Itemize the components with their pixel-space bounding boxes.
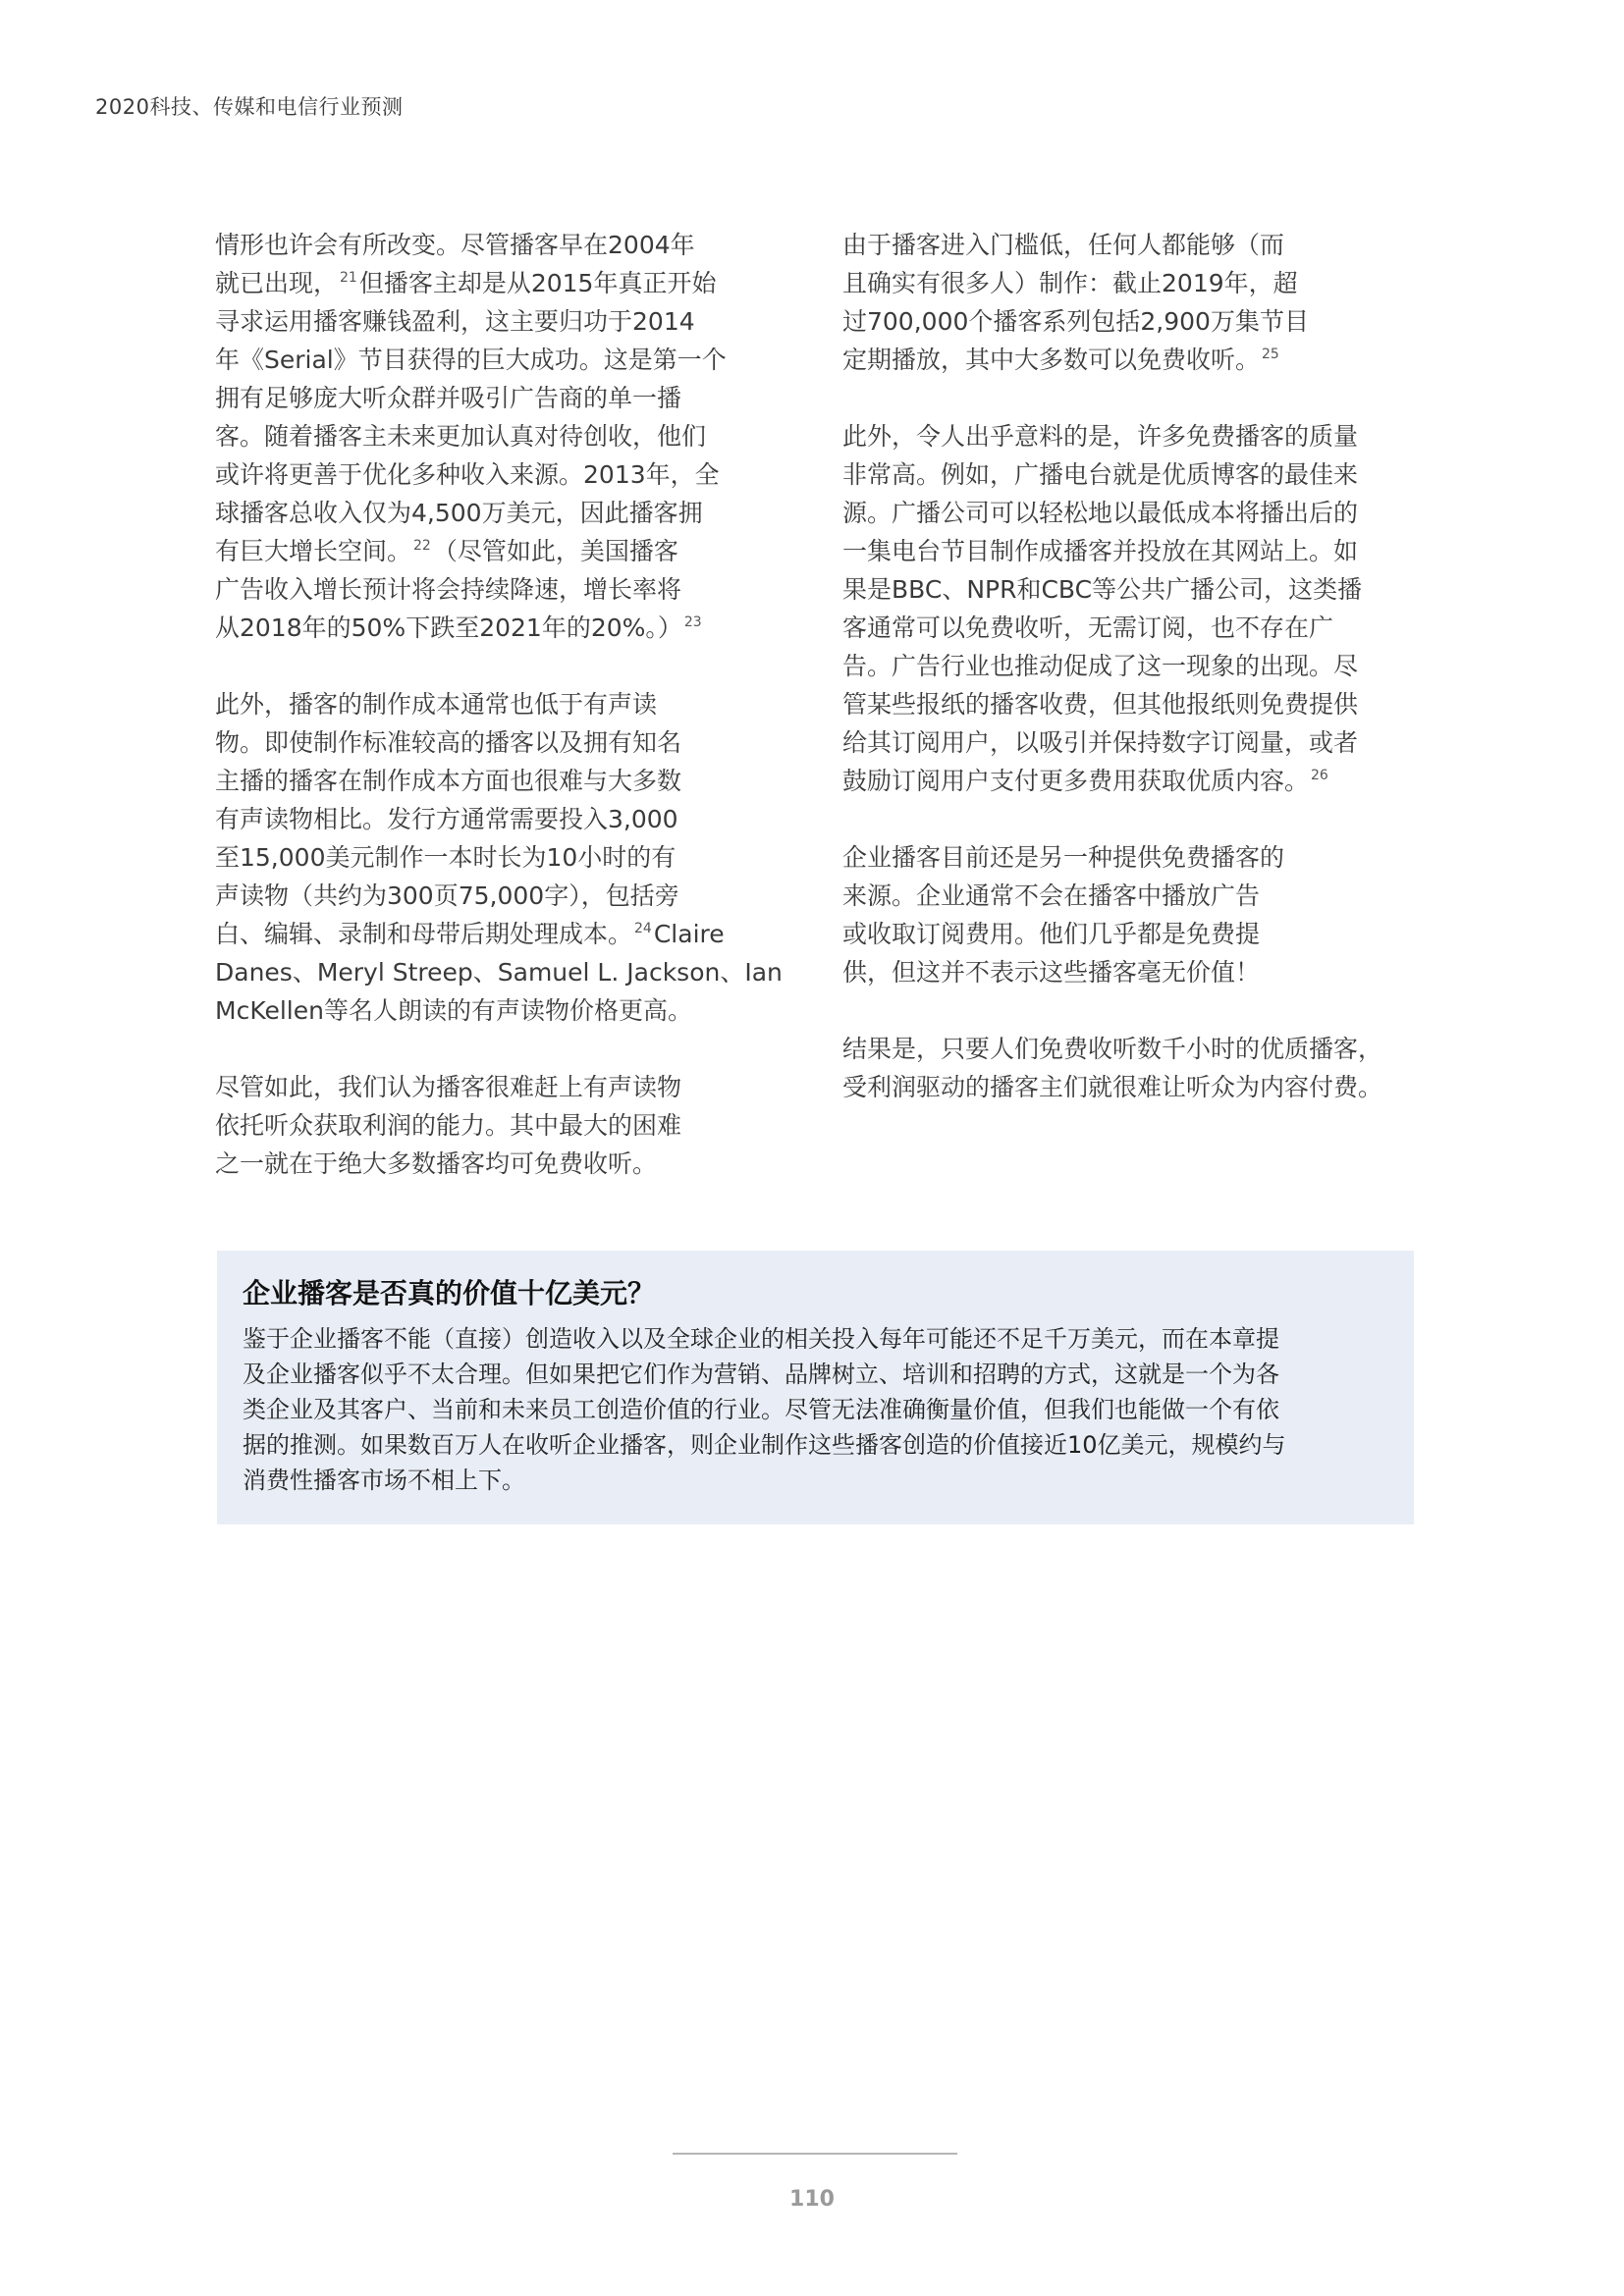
line-text: 从2018年的50%下跌至2021年的20%。） xyxy=(215,614,682,642)
line-text: 源。广播公司可以轻松地以最低成本将播出后的 xyxy=(842,499,1359,527)
left-column xyxy=(215,226,783,1221)
text-line xyxy=(215,609,765,647)
callout-line: 类企业及其客户、当前和未来员工创造价值的行业。尽管无法准确衡量价值，但我们也能做一个有依 xyxy=(243,1396,1279,1423)
line-text: 果是BBC、NPR和CBC等公共广播公司，这类播 xyxy=(842,575,1363,604)
text-line xyxy=(215,1106,765,1145)
line-text: Claire xyxy=(653,920,725,948)
text-line xyxy=(215,838,765,877)
line-text: 情形也许会有所改变。尽管播客早在2004年 xyxy=(215,231,695,259)
line-text: 管某些报纸的播客收费，但其他报纸则免费提供 xyxy=(842,690,1359,719)
footnote-marker: 26 xyxy=(1311,768,1328,783)
paragraph xyxy=(842,226,1420,379)
text-line xyxy=(215,494,765,532)
line-text: 寻求运用播客赚钱盈利，这主要归功于2014 xyxy=(215,307,695,336)
line-text: 广告收入增长预计将会持续降速，增长率将 xyxy=(215,575,682,604)
footer-divider xyxy=(673,2153,957,2155)
line-text: 尽管如此，我们认为播客很难赶上有声读物 xyxy=(215,1073,682,1101)
text-line xyxy=(215,723,765,762)
text-line xyxy=(842,609,1420,647)
running-header: 2020科技、传媒和电信行业预测 xyxy=(95,95,404,119)
callout-box xyxy=(217,1251,1414,1524)
text-line xyxy=(842,264,1420,302)
line-text: 鼓励订阅用户支付更多费用获取优质内容。 xyxy=(842,767,1310,795)
line-text: 就已出现， xyxy=(215,269,339,297)
line-text: （尽管如此，美国播客 xyxy=(432,537,678,565)
footnote-marker: 25 xyxy=(1262,347,1279,362)
text-line xyxy=(215,915,765,953)
line-text: 结果是，只要人们免费收听数千小时的优质播客， xyxy=(842,1035,1383,1063)
line-text: 至15,000美元制作一本时长为10小时的有 xyxy=(215,843,677,872)
line-text: 白、编辑、录制和母带后期处理成本。 xyxy=(215,920,633,948)
text-line xyxy=(842,877,1420,915)
line-text: 由于播客进入门槛低，任何人都能够（而 xyxy=(842,231,1285,259)
callout-title: 企业播客是否真的价值十亿美元？ xyxy=(243,1277,656,1309)
line-text: 依托听众获取利润的能力。其中最大的困难 xyxy=(215,1111,682,1140)
text-line xyxy=(842,532,1420,570)
line-text: 声读物（共约为300页75,000字），包括旁 xyxy=(215,881,679,910)
right-column xyxy=(842,226,1420,1145)
paragraph xyxy=(842,1030,1420,1106)
line-text: 球播客总收入仅为4,500万美元，因此播客拥 xyxy=(215,499,703,527)
text-line xyxy=(215,264,765,302)
line-text: 此外，令人出乎意料的是，许多免费播客的质量 xyxy=(842,422,1359,451)
page-number: 110 xyxy=(789,2187,835,2212)
text-line xyxy=(842,1068,1420,1106)
text-line xyxy=(215,379,765,417)
text-line xyxy=(215,1145,765,1183)
line-text: 过700,000个播客系列包括2,900万集节目 xyxy=(842,307,1309,336)
line-text: 客通常可以免费收听，无需订阅，也不存在广 xyxy=(842,614,1334,642)
text-line xyxy=(842,1030,1420,1068)
callout-line: 消费性播客市场不相上下。 xyxy=(243,1467,525,1494)
text-line xyxy=(842,953,1420,991)
text-line xyxy=(842,647,1420,685)
paragraph xyxy=(215,226,765,647)
callout-line: 据的推测。如果数百万人在收听企业播客，则企业制作这些播客创造的价值接近10亿美元，规模约与 xyxy=(243,1431,1286,1459)
text-line xyxy=(215,417,765,455)
text-line xyxy=(842,455,1420,494)
line-text: 非常高。例如，广播电台就是优质博客的最佳来 xyxy=(842,460,1359,489)
text-line xyxy=(215,877,765,915)
footnote-marker: 23 xyxy=(683,614,702,630)
callout-line: 鉴于企业播客不能（直接）创造收入以及全球企业的相关投入每年可能还不足千万美元，而在本章提 xyxy=(243,1325,1279,1353)
text-line xyxy=(842,494,1420,532)
line-text: 供，但这并不表示这些播客毫无价值！ xyxy=(842,958,1261,987)
line-text: 来源。企业通常不会在播客中播放广告 xyxy=(842,881,1261,910)
text-line xyxy=(842,762,1420,800)
line-text: 主播的播客在制作成本方面也很难与大多数 xyxy=(215,767,682,795)
callout-line: 及企业播客似乎不太合理。但如果把它们作为营销、品牌树立、培训和招聘的方式，这就是一个为各 xyxy=(243,1361,1279,1388)
line-text: McKellen等名人朗读的有声读物价格更高。 xyxy=(215,996,692,1025)
line-text: 受利润驱动的播客主们就很难让听众为内容付费。 xyxy=(842,1073,1383,1101)
text-line xyxy=(842,226,1420,264)
paragraph xyxy=(842,838,1420,991)
line-text: 此外，播客的制作成本通常也低于有声读 xyxy=(215,690,658,719)
text-line xyxy=(215,302,765,341)
text-line xyxy=(215,800,765,838)
line-text: 或许将更善于优化多种收入来源。2013年，全 xyxy=(215,460,720,489)
text-line xyxy=(842,570,1420,609)
text-line xyxy=(215,953,783,991)
text-line xyxy=(215,1068,765,1106)
text-line xyxy=(842,302,1420,341)
paragraph xyxy=(215,1068,765,1183)
text-line xyxy=(215,226,765,264)
line-text: 客。随着播客主未来更加认真对待创收，他们 xyxy=(215,422,707,451)
text-line xyxy=(215,685,765,723)
text-line xyxy=(842,915,1420,953)
line-text: 年《Serial》节目获得的巨大成功。这是第一个 xyxy=(215,346,727,374)
text-line xyxy=(215,532,765,570)
paragraph xyxy=(842,417,1420,800)
callout-body xyxy=(243,1321,1388,1498)
line-text: 但播客主却是从2015年真正开始 xyxy=(358,269,717,297)
text-line xyxy=(215,455,765,494)
text-line xyxy=(215,341,765,379)
text-line xyxy=(215,991,765,1030)
line-text: 有巨大增长空间。 xyxy=(215,537,412,565)
line-text: 定期播放，其中大多数可以免费收听。 xyxy=(842,346,1261,374)
footnote-marker: 24 xyxy=(634,921,652,936)
text-line xyxy=(215,570,765,609)
line-text: 拥有足够庞大听众群并吸引广告商的单一播 xyxy=(215,384,682,412)
line-text: Danes、Meryl Streep、Samuel L. Jackson、Ian xyxy=(215,958,783,987)
line-text: 给其订阅用户，以吸引并保持数字订阅量，或者 xyxy=(842,728,1359,757)
line-text: 一集电台节目制作成播客并投放在其网站上。如 xyxy=(842,537,1359,565)
footnote-marker: 22 xyxy=(413,538,431,554)
line-text: 之一就在于绝大多数播客均可免费收听。 xyxy=(215,1149,658,1178)
line-text: 且确实有很多人）制作：截止2019年，超 xyxy=(842,269,1298,297)
paragraph xyxy=(215,685,783,1030)
line-text: 告。广告行业也推动促成了这一现象的出现。尽 xyxy=(842,652,1359,680)
text-line xyxy=(842,685,1420,723)
text-line xyxy=(842,417,1420,455)
line-text: 企业播客目前还是另一种提供免费播客的 xyxy=(842,843,1285,872)
line-text: 物。即使制作标准较高的播客以及拥有知名 xyxy=(215,728,682,757)
line-text: 或收取订阅费用。他们几乎都是免费提 xyxy=(842,920,1261,948)
text-line xyxy=(842,723,1420,762)
text-line xyxy=(215,762,765,800)
line-text: 有声读物相比。发行方通常需要投入3,000 xyxy=(215,805,678,833)
footnote-marker: 21 xyxy=(340,270,357,286)
text-line xyxy=(842,341,1420,379)
text-line xyxy=(842,838,1420,877)
